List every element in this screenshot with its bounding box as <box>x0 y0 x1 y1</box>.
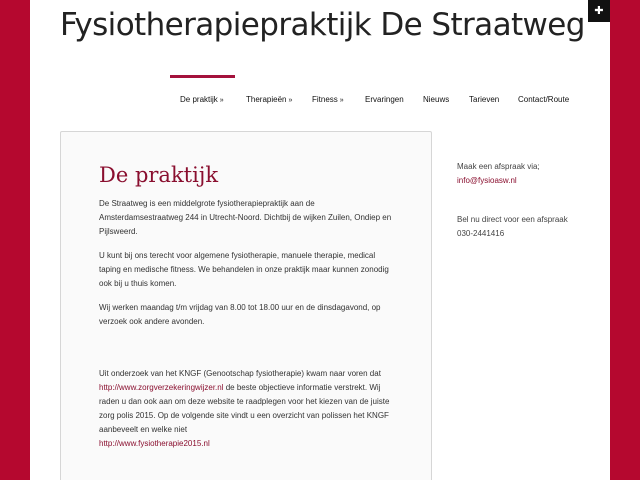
fysiotherapie2015-link[interactable]: http://www.fysiotherapie2015.nl <box>99 439 210 448</box>
phone-number: 030-2441416 <box>457 229 505 238</box>
appointment-label: Maak een afspraak via; <box>457 162 540 171</box>
page-heading: De praktijk <box>99 163 219 187</box>
site-title[interactable]: Fysiotherapiepraktijk De Straatweg <box>60 7 585 43</box>
paragraph-spacer <box>99 329 399 367</box>
nav-item-label: Therapieën <box>246 95 287 104</box>
chevron-down-icon: » <box>219 97 224 104</box>
nav-item-therapieen[interactable] <box>246 95 292 104</box>
content-inner <box>99 162 399 451</box>
paragraph-spacer <box>99 291 399 301</box>
chevron-down-icon: » <box>288 97 293 104</box>
title-underline <box>170 75 235 78</box>
nav-item-label: De praktijk <box>180 95 218 104</box>
content-box <box>60 131 432 480</box>
nav-item-fitness[interactable] <box>312 95 344 104</box>
nav-item-label: Nieuws <box>423 95 450 104</box>
hours-paragraph: Wij werken maandag t/m vrijdag van 8.00 tot 18.00 uur en de dinsdagavond, op verzoek ook andere avonden. <box>99 303 381 326</box>
kngf-text-2: de beste objectieve informatie verstrekt. Wij raden u dan ook aan om deze website te raadplegen voor het kiezen van de juiste zorg polis 2015. Op de volgende site vindt u een overzicht van polissen het KNGF aanbeveelt en welke niet <box>99 383 390 434</box>
sidebar <box>457 160 607 241</box>
call-label: Bel nu direct voor een afspraak <box>457 215 568 224</box>
kngf-paragraph <box>99 367 399 451</box>
kngf-text-1: Uit onderzoek van het KNGF (Genootschap fysiotherapie) kwam naar voren dat <box>99 369 381 378</box>
email-link[interactable]: info@fysioasw.nl <box>457 176 517 185</box>
zorgverzekeringwijzer-link[interactable]: http://www.zorgverzekeringwijzer.nl <box>99 383 224 392</box>
sidebar-spacer <box>457 188 607 213</box>
nav-item-tarieven[interactable] <box>469 95 499 104</box>
plus-icon[interactable]: ✚ <box>588 0 610 22</box>
nav-item-label: Ervaringen <box>365 95 404 104</box>
nav-item-contact-route[interactable] <box>518 95 569 104</box>
nav-item-ervaringen[interactable] <box>365 95 404 104</box>
nav-item-nieuws[interactable] <box>423 95 449 104</box>
nav-item-label: Tarieven <box>469 95 500 104</box>
nav-item-label: Contact/Route <box>518 95 570 104</box>
chevron-down-icon: » <box>339 97 344 104</box>
nav-item-de-praktijk[interactable] <box>180 95 224 104</box>
paragraph-spacer <box>99 239 399 249</box>
main-nav <box>30 95 610 109</box>
intro-paragraph: De Straatweg is een middelgrote fysiotherapiepraktijk aan de Amsterdamsestraatweg 244 in Utrecht-Noord. Dichtbij de wijken Zuilen, Ondiep en Pijlsweerd. <box>99 199 392 236</box>
page-container <box>30 0 610 480</box>
nav-item-label: Fitness <box>312 95 338 104</box>
services-paragraph: U kunt bij ons terecht voor algemene fysiotherapie, manuele therapie, medical taping en medische fitness. We behandelen in onze praktijk maar kunnen zonodig ook bij u thuis komen. <box>99 251 389 288</box>
